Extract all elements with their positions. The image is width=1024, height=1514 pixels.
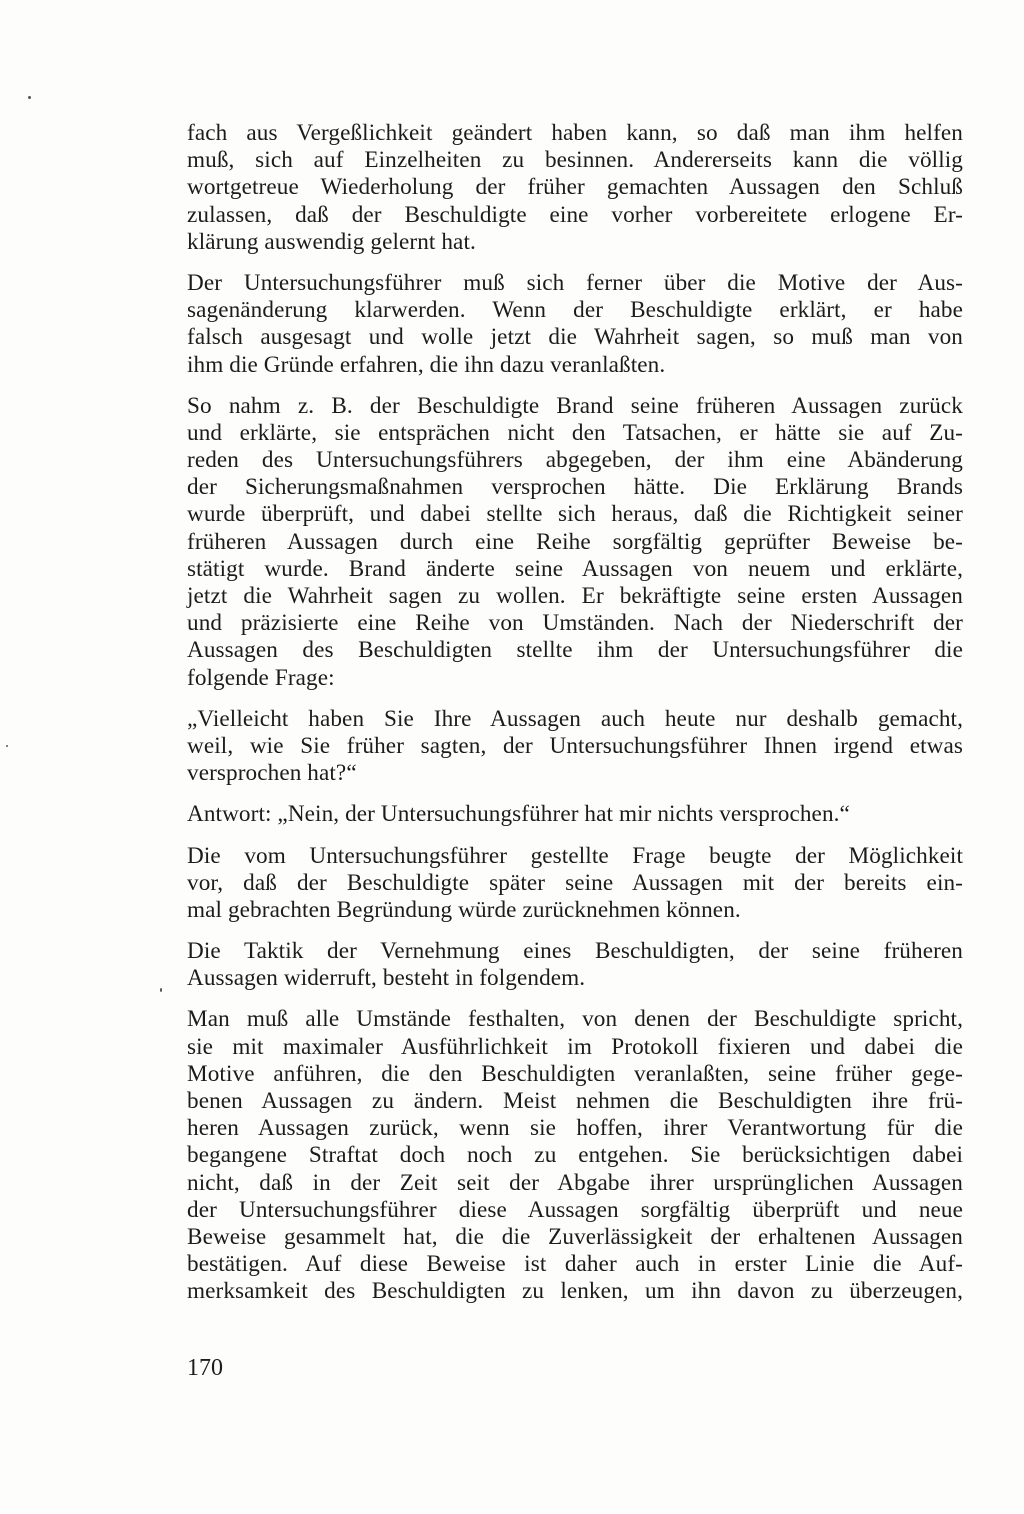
text-line: „Vielleicht haben Sie Ihre Aussagen auch heute nur deshalb gemacht, <box>187 705 963 732</box>
paragraph <box>187 270 963 379</box>
text-line: reden des Untersuchungsführers abgegeben, der ihm eine Abänderung <box>187 447 963 474</box>
page-number: 170 <box>187 1355 223 1381</box>
body-text <box>187 120 963 1320</box>
text-line: nicht, daß in der Zeit seit der Abgabe ihrer ursprünglichen Aussagen <box>187 1169 963 1196</box>
scan-speck <box>160 988 162 992</box>
text-line: zulassen, daß der Beschuldigte eine vorher vorbereitete erlogene Er- <box>187 201 963 228</box>
text-line: bestätigen. Auf diese Beweise ist daher auch in erster Linie die Auf- <box>187 1251 963 1278</box>
paragraph <box>187 706 963 788</box>
text-line: und erklärte, sie entsprächen nicht den Tatsachen, er hätte sie auf Zu- <box>187 419 963 446</box>
text-line: weil, wie Sie früher sagten, der Untersuchungsführer Ihnen irgend etwas <box>187 732 963 759</box>
text-line: Die vom Untersuchungsführer gestellte Frage beugte der Möglichkeit <box>187 842 963 869</box>
text-line: klärung auswendig gelernt hat. <box>187 228 476 255</box>
text-line: sagenänderung klarwerden. Wenn der Beschuldigte erklärt, er habe <box>187 297 963 324</box>
text-line: Die Taktik der Vernehmung eines Beschuldigten, der seine früheren <box>187 938 963 965</box>
text-line: Motive anführen, die den Beschuldigten veranlaßten, seine früher gege- <box>187 1060 963 1087</box>
text-line: wurde überprüft, und dabei stellte sich heraus, daß die Richtigkeit seiner <box>187 501 963 528</box>
text-line: vor, daß der Beschuldigte später seine Aussagen mit der bereits ein- <box>187 869 963 896</box>
text-line: So nahm z. B. der Beschuldigte Brand seine früheren Aussagen zurück <box>187 392 963 419</box>
paragraph <box>187 1006 963 1305</box>
paragraph <box>187 843 963 925</box>
paragraph <box>187 120 963 256</box>
text-line: mal gebrachten Begründung würde zurücknehmen können. <box>187 896 741 923</box>
text-line: Antwort: „Nein, der Untersuchungsführer hat mir nichts versprochen.“ <box>187 801 850 828</box>
paragraph <box>187 393 963 692</box>
text-line: Aussagen widerruft, besteht in folgendem. <box>187 965 586 992</box>
text-line: Man muß alle Umstände festhalten, von denen der Beschuldigte spricht, <box>187 1006 963 1033</box>
text-line: früheren Aussagen durch eine Reihe sorgfältig geprüfter Beweise be- <box>187 528 963 555</box>
text-line: Der Untersuchungsführer muß sich ferner über die Motive der Aus- <box>187 269 963 296</box>
paragraph <box>187 801 963 828</box>
text-line: und präzisierte eine Reihe von Umständen. Nach der Niederschrift der <box>187 610 963 637</box>
text-line: begangene Straftat doch noch zu entgehen. Sie berücksichtigen dabei <box>187 1142 963 1169</box>
text-line: falsch ausgesagt und wolle jetzt die Wahrheit sagen, so muß man von <box>187 324 963 351</box>
text-line: Beweise gesammelt hat, die die Zuverlässigkeit der erhaltenen Aussagen <box>187 1223 963 1250</box>
paragraph <box>187 938 963 992</box>
text-line: wortgetreue Wiederholung der früher gemachten Aussagen den Schluß <box>187 174 963 201</box>
scan-speck <box>6 745 8 747</box>
text-line: merksamkeit des Beschuldigten zu lenken, um ihn davon zu überzeugen, <box>187 1278 963 1305</box>
text-line: sie mit maximaler Ausführlichkeit im Protokoll fixieren und dabei die <box>187 1033 963 1060</box>
text-line: Aussagen des Beschuldigten stellte ihm der Untersuchungsführer die <box>187 637 963 664</box>
text-line: benen Aussagen zu ändern. Meist nehmen die Beschuldigten ihre frü- <box>187 1088 963 1114</box>
scan-speck <box>28 96 31 99</box>
text-line: der Sicherungsmaßnahmen versprochen hätte. Die Erklärung Brands <box>187 474 963 501</box>
text-line: fach aus Vergeßlichkeit geändert haben kann, so daß man ihm helfen <box>187 120 963 146</box>
text-line: muß, sich auf Einzelheiten zu besinnen. Andererseits kann die völlig <box>187 147 963 174</box>
text-line: stätigt wurde. Brand änderte seine Aussagen von neuem und erklärte, <box>187 555 963 582</box>
text-line: der Untersuchungsführer diese Aussagen sorgfältig überprüft und neue <box>187 1196 963 1223</box>
text-line: jetzt die Wahrheit sagen zu wollen. Er bekräftigte seine ersten Aussagen <box>187 583 963 609</box>
text-line: heren Aussagen zurück, wenn sie hoffen, ihrer Verantwortung für die <box>187 1115 963 1142</box>
text-line: ihm die Gründe erfahren, die ihn dazu veranlaßten. <box>187 351 666 378</box>
text-line: versprochen hat?“ <box>187 760 357 787</box>
text-line: folgende Frage: <box>187 664 335 691</box>
